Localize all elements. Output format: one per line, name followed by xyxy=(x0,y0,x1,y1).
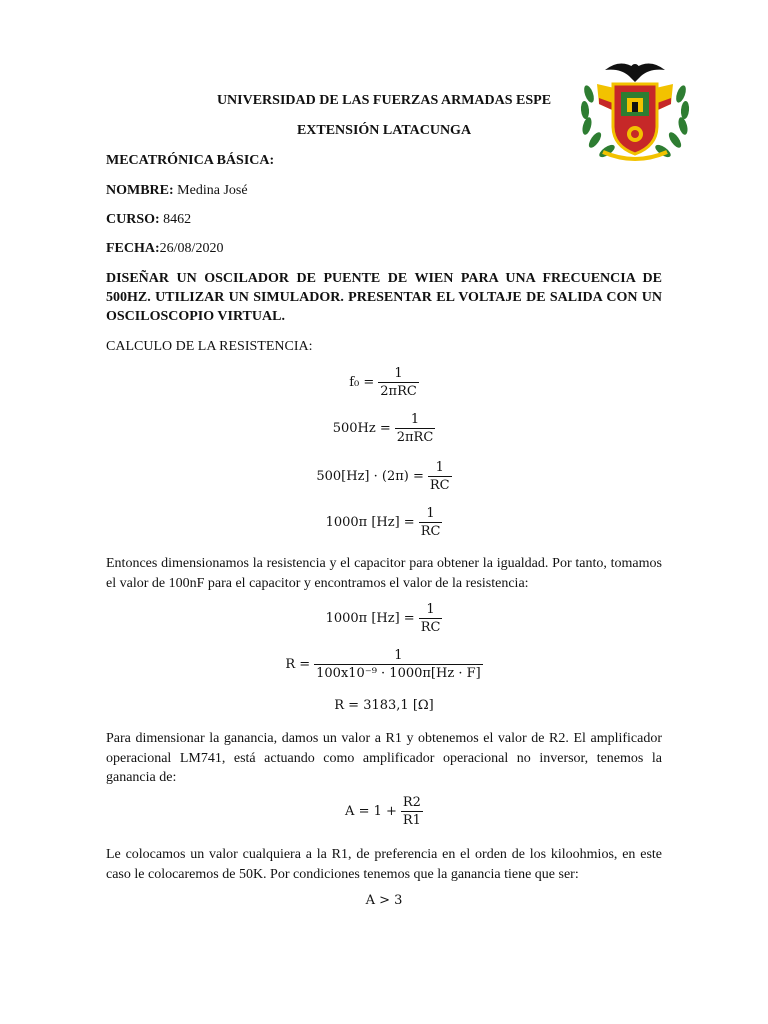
date-line xyxy=(106,240,223,258)
task-statement: DISEÑAR UN OSCILADOR DE PUENTE DE WIEN PARA UNA FRECUENCIA DE 500HZ. UTILIZAR UN SIMULADOR. PRESENTAR EL VOLTAJE DE SALIDA CON UN OSCILOSCOPIO VIRTUAL. xyxy=(106,271,662,324)
equation-numerator: 1 xyxy=(394,648,403,663)
course-label: CURSO: xyxy=(106,212,160,227)
equation-lhs: 500Hz = xyxy=(332,421,391,436)
equation-numerator: 1 xyxy=(394,366,403,381)
equation-numerator: 1 xyxy=(426,506,435,521)
course-line xyxy=(106,211,191,229)
equation-8 xyxy=(0,795,768,828)
equation-numerator: 1 xyxy=(426,602,435,617)
equation-lhs: R = xyxy=(285,657,311,672)
equation-denominator: RC xyxy=(420,620,441,635)
equation-lhs: A = 1 + xyxy=(345,804,397,819)
equation-numerator: 1 xyxy=(410,412,420,427)
equation-lhs: 1000π [Hz] = xyxy=(325,611,415,626)
equation-denominator: 100x10⁻⁹ · 1000π[Hz · F] xyxy=(316,666,481,681)
gain-condition: A > 3 xyxy=(365,893,403,908)
date-value: 26/08/2020 xyxy=(159,241,224,256)
eagle-icon xyxy=(605,63,665,82)
name-value: Medina José xyxy=(173,183,248,198)
equation-denominator: 2πRC xyxy=(380,384,417,399)
campus-title: EXTENSIÓN LATACUNGA xyxy=(296,123,472,138)
paragraph-r1: Le colocamos un valor cualquiera a la R1, de preferencia en el orden de los kiloohmios, en este caso le colocaremos de 50K. Por condiciones tenemos que la ganancia tiene que ser: xyxy=(106,847,662,882)
paragraph-gain: Para dimensionar la ganancia, damos un valor a R1 y obtenemos el valor de R2. El amplificador operacional LM741, está actuando como amplificador operacional no inversor, tenemos la ganancia de: xyxy=(106,731,662,785)
equation-2 xyxy=(0,412,768,445)
name-label: NOMBRE: xyxy=(106,183,174,198)
equation-denominator: RC xyxy=(420,524,441,539)
name-line xyxy=(106,182,248,200)
university-title: UNIVERSIDAD DE LAS FUERZAS ARMADAS ESPE xyxy=(216,93,552,108)
equation-numerator: R2 xyxy=(402,795,421,810)
subject-label: MECATRÓNICA BÁSICA: xyxy=(106,153,275,168)
equation-9 xyxy=(0,893,768,908)
section-title: CALCULO DE LA RESISTENCIA: xyxy=(106,339,313,354)
equation-7 xyxy=(0,698,768,713)
paragraph-capacitor: Entonces dimensionamos la resistencia y el capacitor para obtener la igualdad. Por tanto, tomamos el valor de 100nF para el capacitor y encontramos el valor de la resistencia: xyxy=(106,556,662,591)
date-label: FECHA: xyxy=(106,241,160,256)
equation-3 xyxy=(0,460,768,493)
equation-lhs: f₀ = xyxy=(349,375,375,390)
equation-4 xyxy=(0,506,768,539)
equation-5 xyxy=(0,602,768,635)
equation-6 xyxy=(0,648,768,681)
equation-lhs: 1000π [Hz] = xyxy=(325,515,415,530)
equation-denominator: RC xyxy=(429,478,450,493)
university-crest-logo xyxy=(575,54,695,166)
course-value: 8462 xyxy=(159,212,192,227)
equation-numerator: 1 xyxy=(435,460,444,475)
equation-lhs: 500[Hz] · (2π) = xyxy=(316,469,424,484)
equation-1 xyxy=(0,366,768,399)
equation-denominator: R1 xyxy=(402,813,421,828)
resistance-result: R = 3183,1 [Ω] xyxy=(334,698,434,713)
equation-denominator: 2πRC xyxy=(396,430,434,445)
